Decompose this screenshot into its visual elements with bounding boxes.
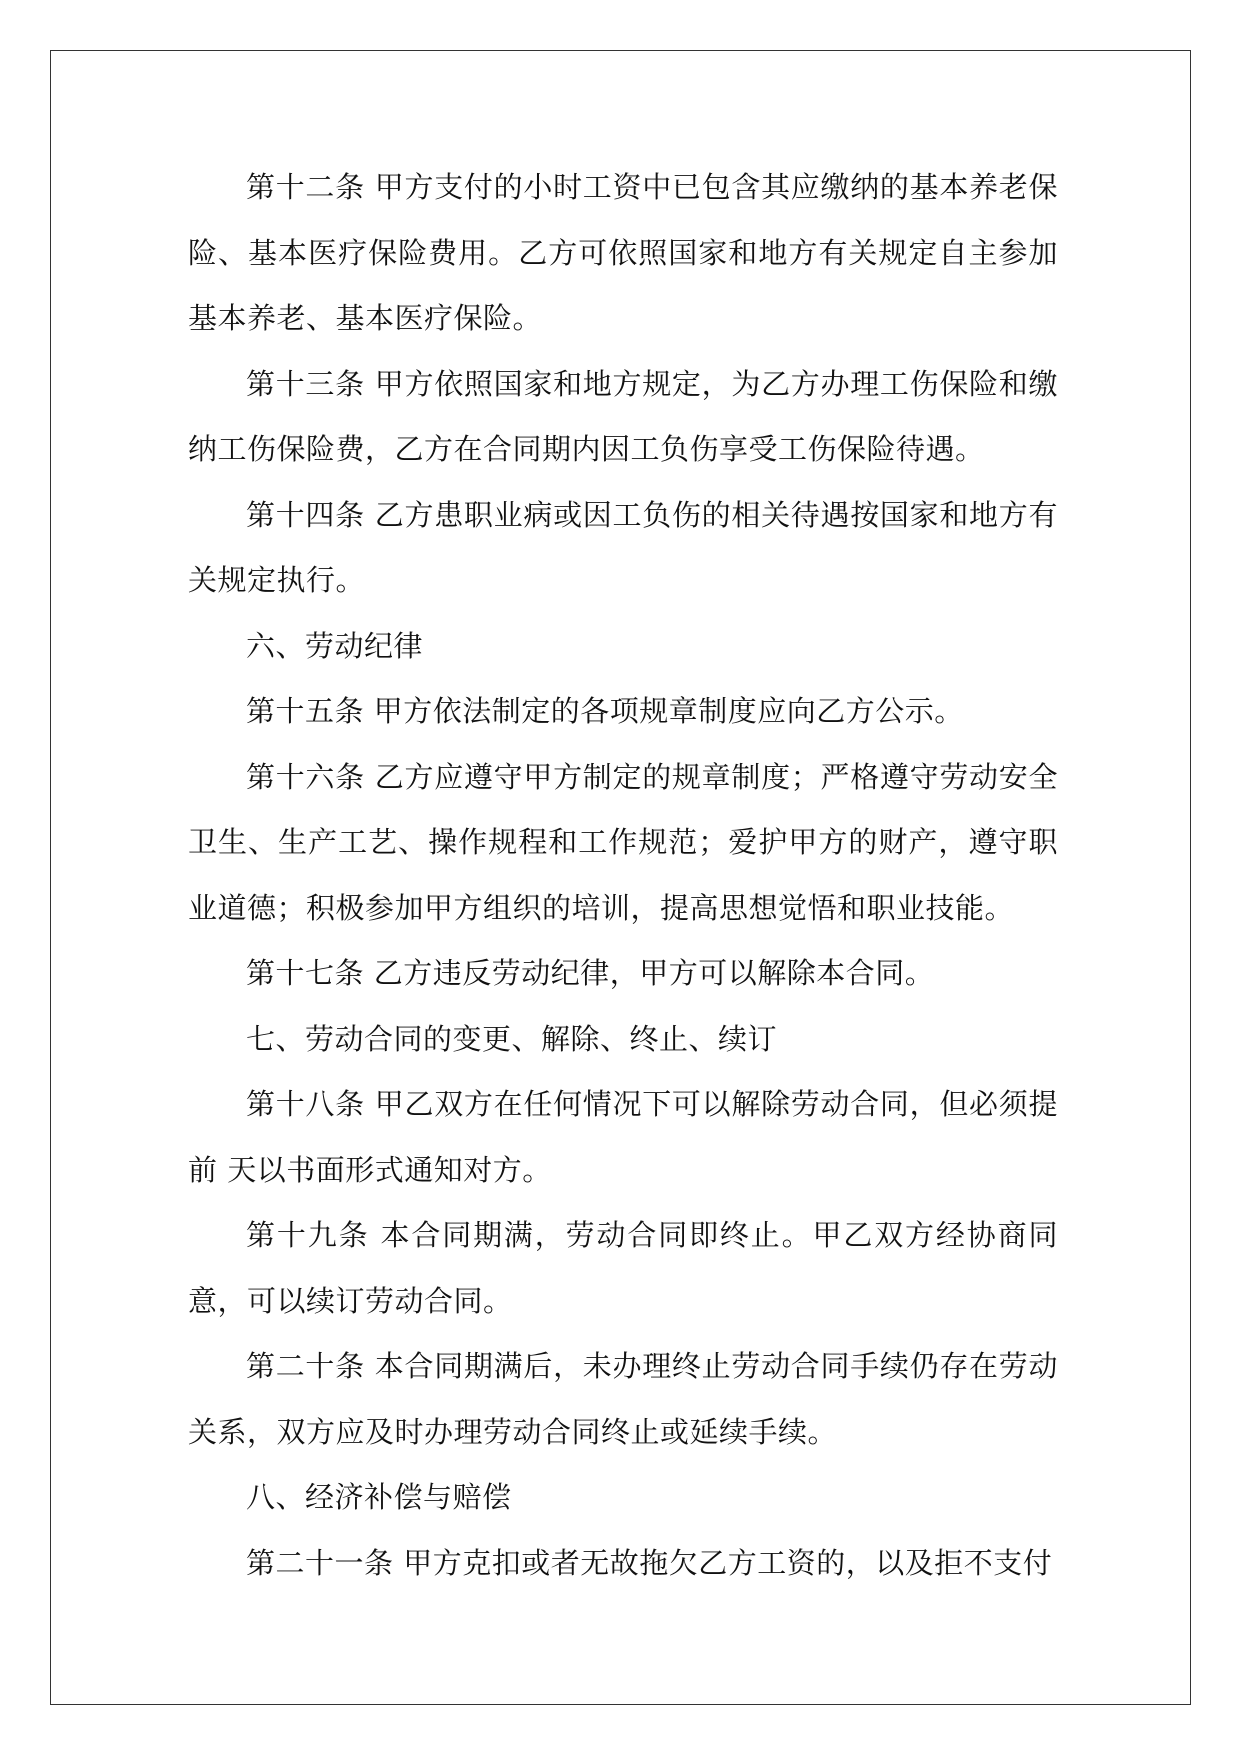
section-heading-contract-changes: 七、劳动合同的变更、解除、终止、续订 xyxy=(246,1021,778,1056)
document-body xyxy=(188,155,1058,1596)
clause-21: 第二十一条 甲方克扣或者无故拖欠乙方工资的，以及拒不支付 xyxy=(246,1545,1053,1580)
clause-19: 第十九条 本合同期满，劳动合同即终止。甲乙双方经协商同意，可以续订劳动合同。 xyxy=(188,1218,1058,1318)
clause-14: 第十四条 乙方患职业病或因工负伤的相关待遇按国家和地方有关规定执行。 xyxy=(188,497,1058,597)
section-heading-compensation: 八、经济补偿与赔偿 xyxy=(246,1480,512,1514)
clause-18: 第十八条 甲乙双方在任何情况下可以解除劳动合同，但必须提前 天以书面形式通知对方。 xyxy=(188,1087,1058,1187)
clause-12: 第十二条 甲方支付的小时工资中已包含其应缴纳的基本养老保险、基本医疗保险费用。乙方可依照国家和地方有关规定自主参加基本养老、基本医疗保险。 xyxy=(188,170,1058,335)
section-heading-labor-discipline: 六、劳动纪律 xyxy=(246,628,424,663)
clause-17: 第十七条 乙方违反劳动纪律，甲方可以解除本合同。 xyxy=(246,956,935,990)
clause-16: 第十六条 乙方应遵守甲方制定的规章制度；严格遵守劳动安全卫生、生产工艺、操作规程和工作规范；爱护甲方的财产，遵守职业道德；积极参加甲方组织的培训，提高思想觉悟和职业技能。 xyxy=(188,759,1058,925)
clause-20: 第二十条 本合同期满后，未办理终止劳动合同手续仍存在劳动关系，双方应及时办理劳动合同终止或延续手续。 xyxy=(188,1349,1058,1449)
clause-15: 第十五条 甲方依法制定的各项规章制度应向乙方公示。 xyxy=(246,694,964,728)
clause-13: 第十三条 甲方依照国家和地方规定，为乙方办理工伤保险和缴纳工伤保险费，乙方在合同期内因工负伤享受工伤保险待遇。 xyxy=(188,366,1058,466)
